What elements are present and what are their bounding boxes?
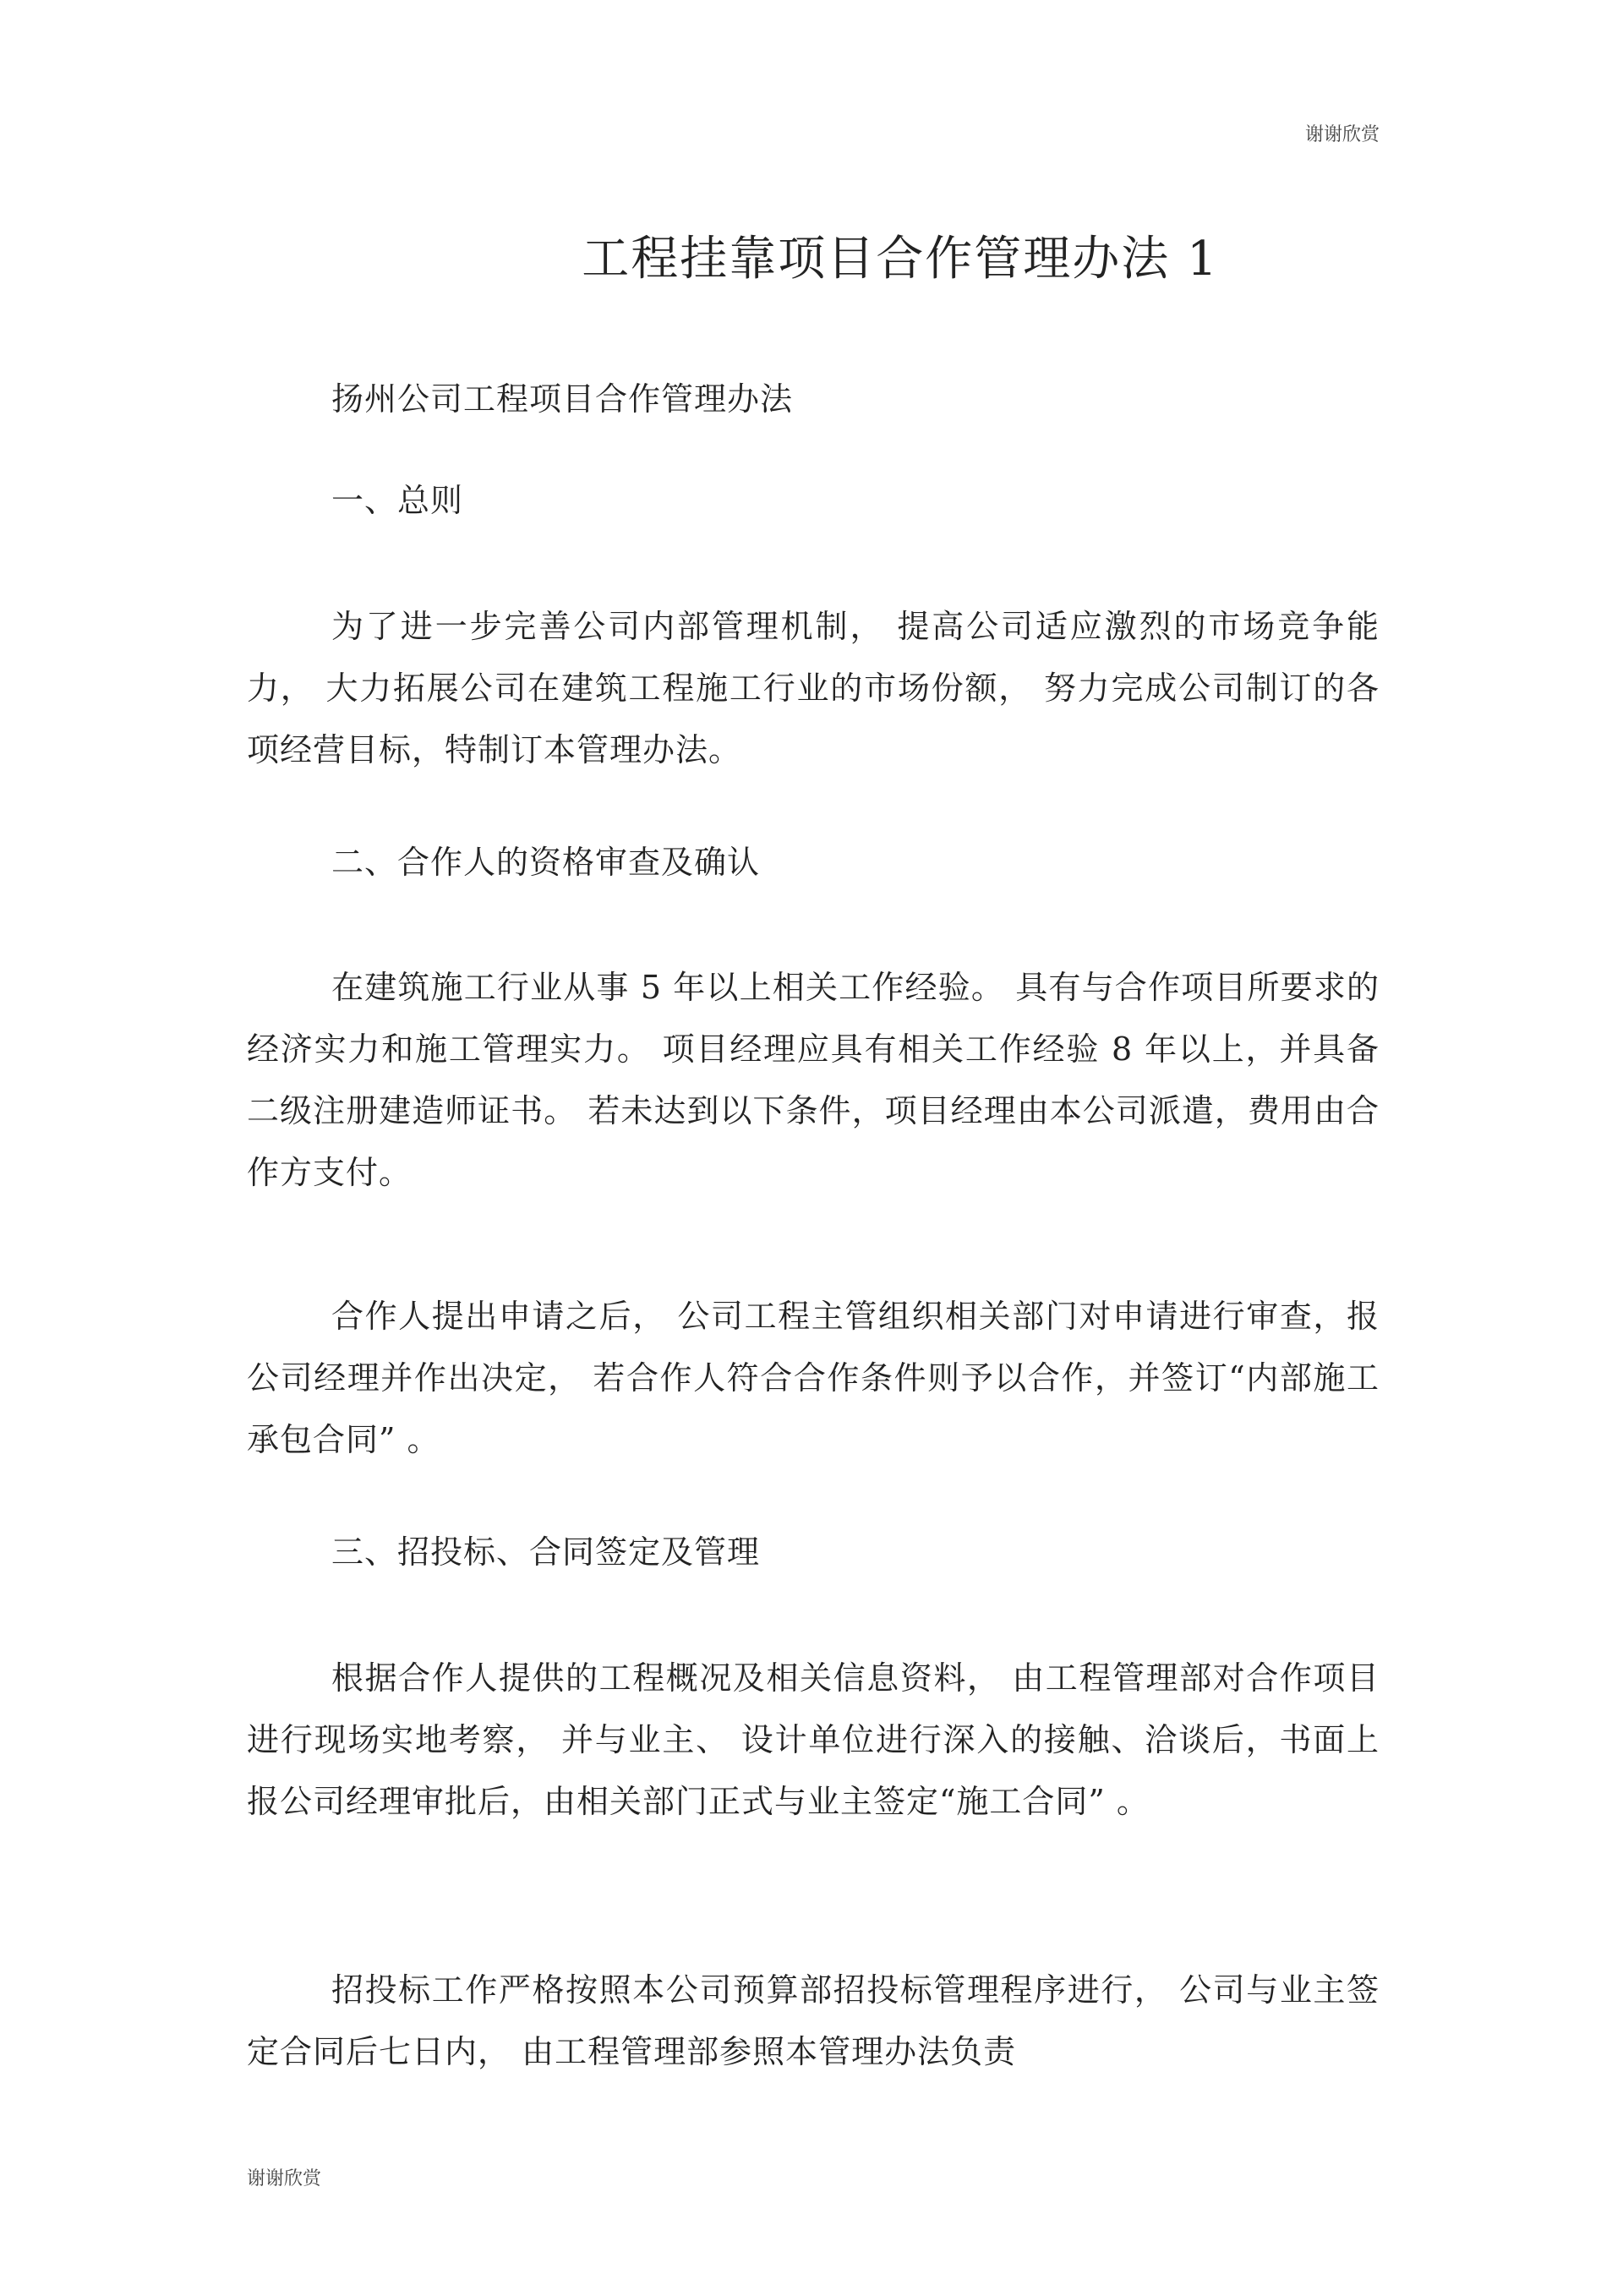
- paragraph-bidding-procedure: 招投标工作严格按照本公司预算部招投标管理程序进行， 公司与业主签定合同后七日内， 由工程管理部参照本管理办法负责: [247, 1971, 1380, 2070]
- paragraph-application: 合作人提出申请之后， 公司工程主管组织相关部门对申请进行审查，报公司经理并作出决定， 若合作人符合合作条件则予以合作，并签订“内部施工承包合同” 。: [247, 1298, 1380, 1458]
- document-title: 工程挂靠项目合作管理办法 1: [582, 232, 1219, 287]
- paragraph-contract: 根据合作人提供的工程概况及相关信息资料， 由工程管理部对合作项目进行现场实地考察， 并与业主、 设计单位进行深入的接触、洽谈后，书面上报公司经理审批后，由相关部门正式与业主签定“施工合同” 。: [247, 1659, 1380, 1820]
- header-note: 谢谢欣赏: [1304, 124, 1380, 145]
- section-heading-qualification: 二、合作人的资格审查及确认: [331, 844, 761, 881]
- paragraph-qualification: 在建筑施工行业从事 5 年以上相关工作经验。 具有与合作项目所要求的经济实力和施工管理实力。 项目经理应具有相关工作经验 8 年以上，并具备二级注册建造师证书。 若未达到以下条件，项目经理由本公司派遣，费用由合作方支付。: [247, 969, 1380, 1191]
- section-heading-general: 一、总则: [331, 482, 464, 519]
- footer-note: 谢谢欣赏: [247, 2168, 322, 2189]
- subtitle-paragraph: 扬州公司工程项目合作管理办法: [331, 380, 794, 418]
- section-heading-bidding: 三、招投标、合同签定及管理: [331, 1533, 761, 1571]
- paragraph-purpose: 为了进一步完善公司内部管理机制， 提高公司适应激烈的市场竞争能力， 大力拓展公司在建筑工程施工行业的市场份额， 努力完成公司制订的各项经营目标，特制订本管理办法。: [247, 608, 1380, 768]
